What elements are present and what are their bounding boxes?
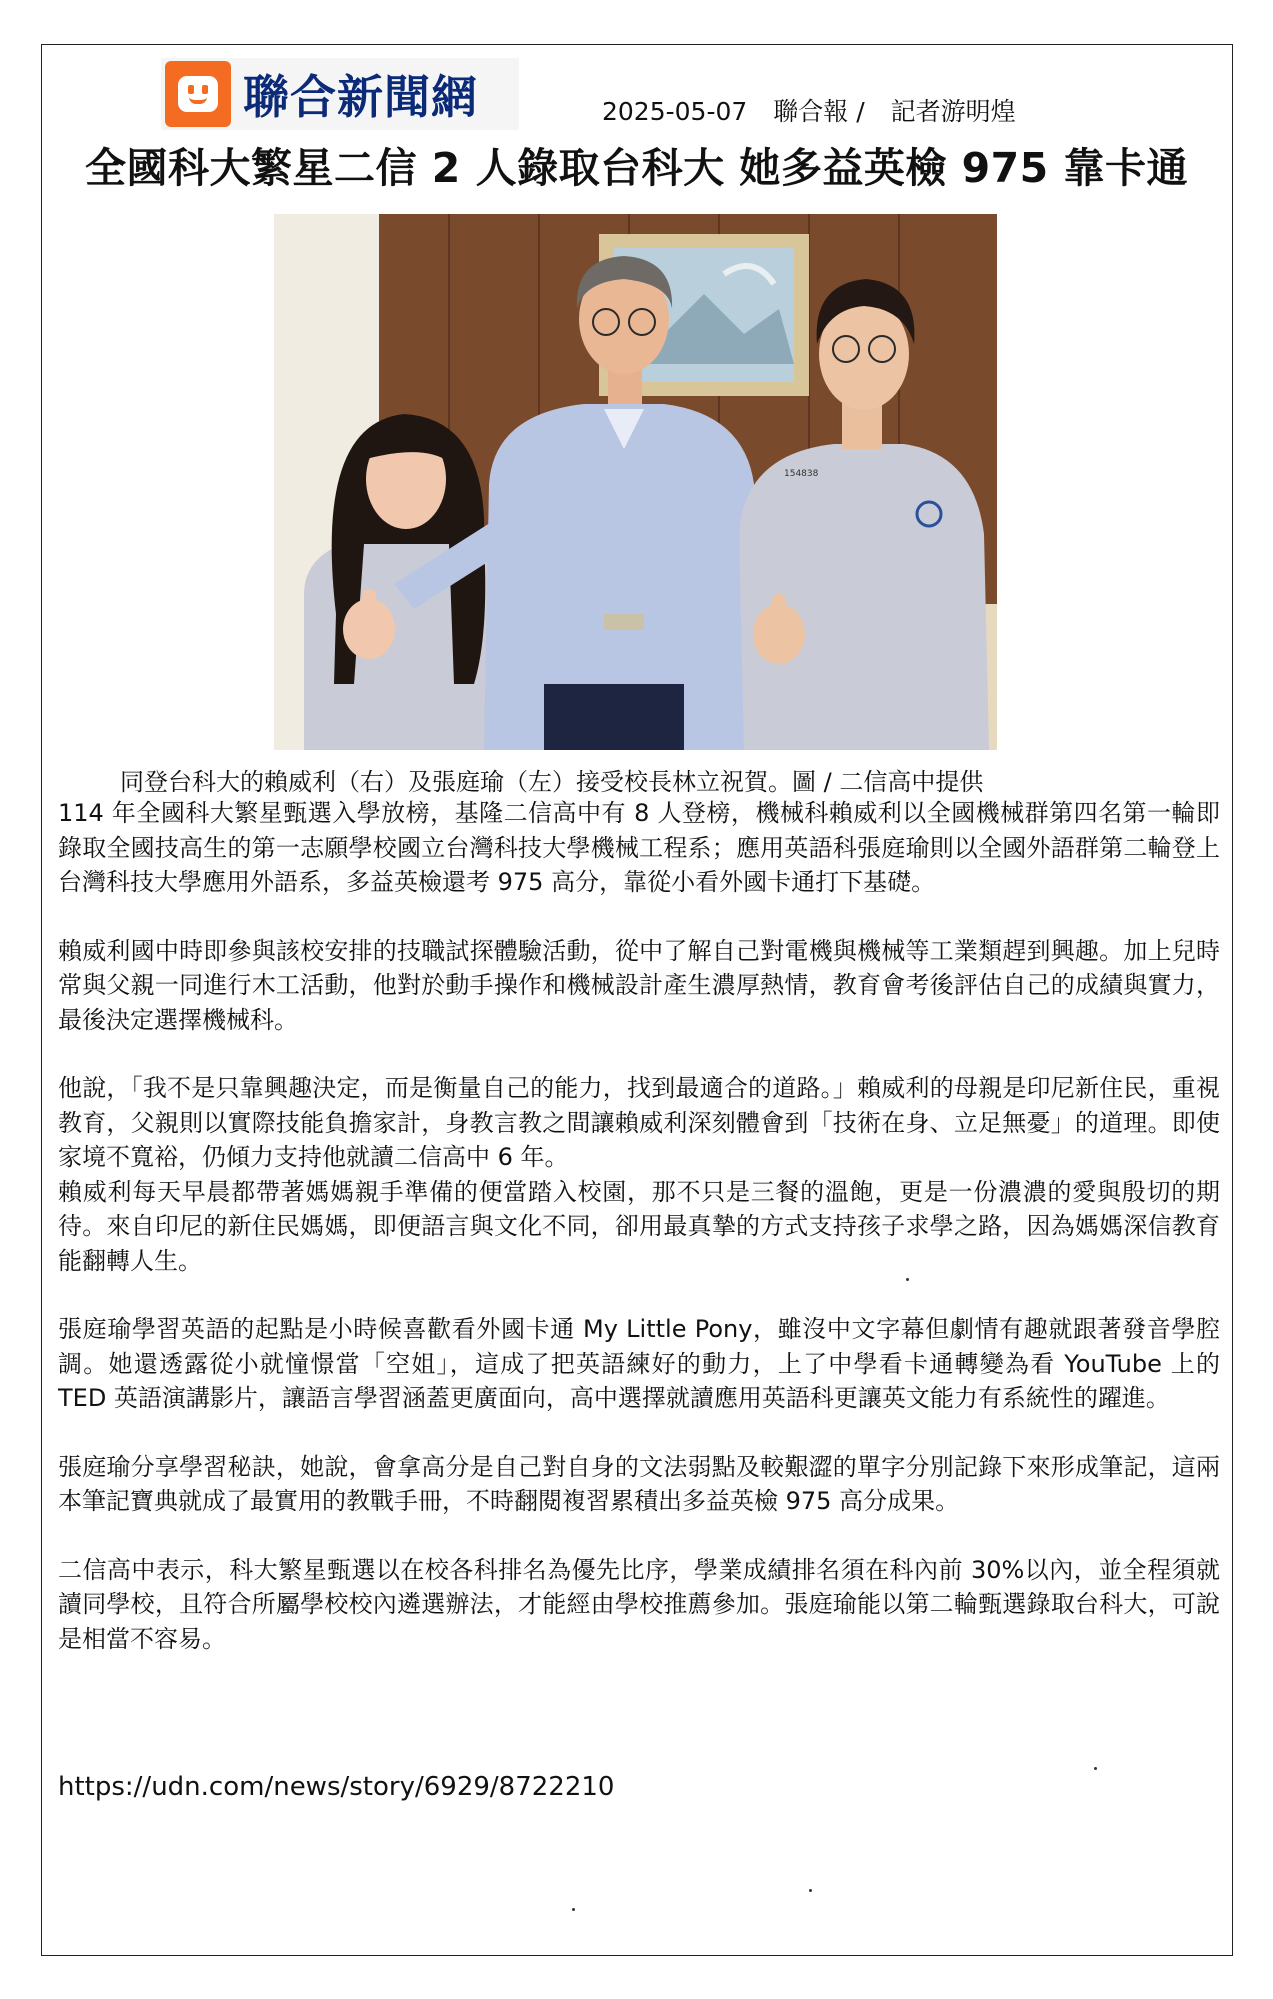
headline: 全國科大繁星二信 2 人錄取台科大 她多益英檢 975 靠卡通 — [85, 144, 1188, 192]
reporter-name: 記者游明煌 — [890, 97, 1016, 126]
article-url[interactable]: https://udn.com/news/story/6929/8722210 — [58, 1772, 615, 1802]
uniform-number: 154838 — [784, 469, 819, 479]
paragraph-4: 張庭瑜學習英語的起點是小時候喜歡看外國卡通 My Little Pony，雖沒中文字幕但劇情有趣就跟著發音學腔調。她還透露從小就憧憬當「空姐」，這成了把英語練好的動力，上了中學看卡通轉變為看 YouTube 上的 TED 英語演講影片，讓語言學習涵蓋更廣面向，高中選擇就讀應用英語科更讓英文能力有系統性的躍進。 — [58, 1315, 1220, 1412]
paragraph-2: 賴威利國中時即參與該校安排的技職試探體驗活動，從中了解自己對電機與機械等工業類趕到興趣。加上兒時常與父親一同進行木工活動，他對於動手操作和機械設計產生濃厚熱情，教育會考後評估自己的成績與實力，最後決定選擇機械科。 — [58, 936, 1220, 1034]
scan-speck — [572, 1908, 575, 1911]
paragraph-1: 114 年全國科大繁星甄選入學放榜，基隆二信高中有 8 人登榜，機械科賴威利以全國機械群第四名第一輪即錄取全國技高生的第一志願學校國立台灣科技大學機械工程系；應用英語科張庭瑜則以全國外語群第二輪登上台灣科技大學應用外語系，多益英檢還考 975 高分，靠從小看外國卡通打下基礎。 — [58, 799, 1220, 896]
publish-date: 2025-05-07 — [602, 97, 748, 126]
photo-caption: 同登台科大的賴威利（右）及張庭瑜（左）接受校長林立祝賀。圖 / 二信高中提供 — [120, 768, 984, 796]
paragraph-6: 二信高中表示，科大繁星甄選以在校各科排名為優先比序，學業成績排名須在科內前 30%以內，並全程須就讀同學校，且符合所屬學校校內遴選辦法，才能經由學校推薦參加。張庭瑜能以第二輪甄選錄取台科大，可說是相當不容易。 — [58, 1555, 1220, 1653]
news-photo — [274, 214, 997, 750]
source-name: 聯合報 / — [773, 97, 865, 126]
udn-logo-icon — [165, 61, 231, 127]
paragraph-3b: 賴威利每天早晨都帶著媽媽親手準備的便當踏入校園，那不只是三餐的溫飽，更是一份濃濃的愛與殷切的期待。來自印尼的新住民媽媽，即便語言與文化不同，卻用最真摯的方式支持孩子求學之路，因為媽媽深信教育能翻轉人生。 — [58, 1177, 1220, 1275]
article-body — [58, 796, 1220, 1690]
paragraph-3a: 他說，「我不是只靠興趣決定，而是衡量自己的能力，找到最適合的道路。」賴威利的母親是印尼新住民，重視教育，父親則以實際技能負擔家計，身教言教之間讓賴威利深刻體會到「技術在身、立足無憂」的道理。即使家境不寬裕，仍傾力支持他就讀二信高中 6 年。 — [58, 1074, 1220, 1171]
scan-speck — [906, 1278, 909, 1281]
udn-logo[interactable] — [161, 58, 519, 130]
paragraph-5: 張庭瑜分享學習秘訣，她說，會拿高分是自己對自身的文法弱點及較艱澀的單字分別記錄下來形成筆記，這兩本筆記寶典就成了最實用的教戰手冊，不時翻閱複習累積出多益英檢 975 高分成果。 — [58, 1452, 1220, 1515]
scan-speck — [809, 1889, 812, 1892]
logo-text: 聯合新聞網 — [243, 70, 478, 124]
scan-speck — [1094, 1767, 1097, 1770]
byline — [602, 92, 1034, 128]
